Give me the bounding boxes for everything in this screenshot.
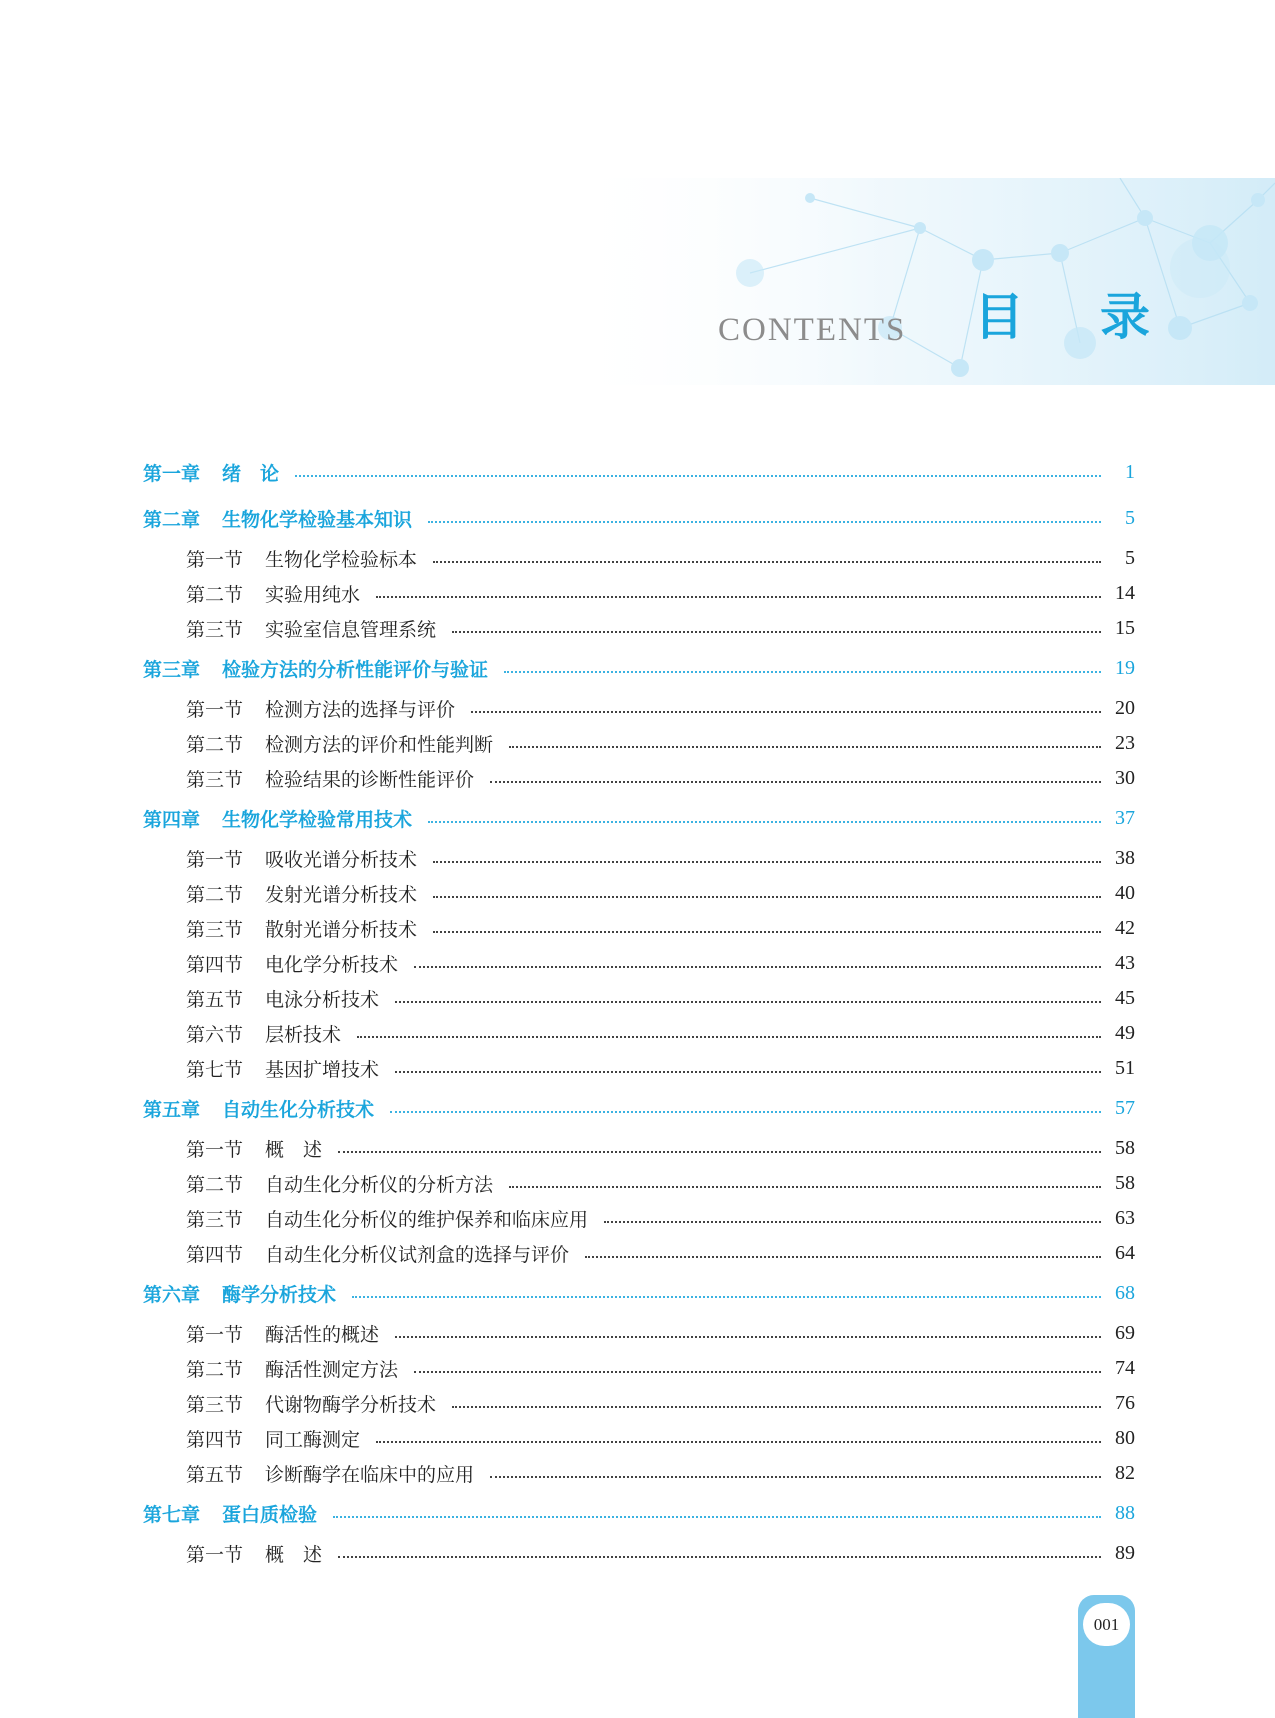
toc-chapter-row[interactable] bbox=[143, 1278, 1135, 1308]
toc-section-row[interactable] bbox=[186, 1388, 1135, 1418]
page-ref: 23 bbox=[1115, 731, 1135, 754]
chapter-title: 酶学分析技术 bbox=[222, 1283, 337, 1306]
toc-section-row[interactable] bbox=[186, 913, 1135, 943]
dot-leader bbox=[395, 1071, 1101, 1073]
section-title: 基因扩增技术 bbox=[265, 1058, 380, 1081]
toc-section-row[interactable] bbox=[186, 948, 1135, 978]
toc-chapter-row[interactable] bbox=[143, 653, 1135, 683]
dot-leader bbox=[433, 896, 1101, 898]
section-title: 酶活性测定方法 bbox=[265, 1358, 399, 1381]
dot-leader bbox=[338, 1151, 1101, 1153]
section-number: 第一节 bbox=[186, 1138, 244, 1161]
section-title: 自动生化分析仪试剂盒的选择与评价 bbox=[265, 1243, 570, 1266]
chapter-title: 自动生化分析技术 bbox=[222, 1098, 375, 1121]
section-number: 第七节 bbox=[186, 1058, 244, 1081]
dot-leader bbox=[414, 966, 1101, 968]
dot-leader bbox=[395, 1001, 1101, 1003]
toc-section-row[interactable] bbox=[186, 543, 1135, 573]
dot-leader bbox=[504, 671, 1101, 673]
dot-leader bbox=[376, 1441, 1101, 1443]
toc-section-row[interactable] bbox=[186, 1353, 1135, 1383]
dot-leader bbox=[376, 596, 1101, 598]
toc-chapter-row[interactable] bbox=[143, 803, 1135, 833]
dot-leader bbox=[333, 1516, 1101, 1518]
toc-section-row[interactable] bbox=[186, 1458, 1135, 1488]
toc-section-row[interactable] bbox=[186, 1203, 1135, 1233]
page-ref: 37 bbox=[1115, 806, 1135, 829]
section-title: 检测方法的评价和性能判断 bbox=[265, 733, 494, 756]
chapter-number: 第二章 bbox=[143, 508, 201, 531]
dot-leader bbox=[604, 1221, 1101, 1223]
dot-leader bbox=[585, 1256, 1101, 1258]
toc-section-row[interactable] bbox=[186, 1238, 1135, 1268]
toc-chapter-row[interactable] bbox=[143, 457, 1135, 487]
chapter-number: 第六章 bbox=[143, 1283, 201, 1306]
dot-leader bbox=[428, 821, 1101, 823]
toc-section-row[interactable] bbox=[186, 693, 1135, 723]
section-title: 自动生化分析仪的分析方法 bbox=[265, 1173, 494, 1196]
section-title: 实验室信息管理系统 bbox=[265, 618, 437, 641]
section-title: 同工酶测定 bbox=[265, 1428, 361, 1451]
section-number: 第一节 bbox=[186, 698, 244, 721]
chapter-title: 生物化学检验基本知识 bbox=[222, 508, 413, 531]
toc-section-row[interactable] bbox=[186, 843, 1135, 873]
page-ref: 40 bbox=[1115, 881, 1135, 904]
page-ref: 69 bbox=[1115, 1321, 1135, 1344]
dot-leader bbox=[433, 861, 1101, 863]
toc-section-row[interactable] bbox=[186, 1538, 1135, 1568]
page-ref: 88 bbox=[1115, 1501, 1135, 1524]
toc-section-row[interactable] bbox=[186, 878, 1135, 908]
page-ref: 43 bbox=[1115, 951, 1135, 974]
page-ref: 82 bbox=[1115, 1461, 1135, 1484]
section-title: 实验用纯水 bbox=[265, 583, 361, 606]
page-ref: 74 bbox=[1115, 1356, 1135, 1379]
page-ref: 45 bbox=[1115, 986, 1135, 1009]
toc-section-row[interactable] bbox=[186, 1168, 1135, 1198]
dot-leader bbox=[428, 521, 1101, 523]
chapter-title: 生物化学检验常用技术 bbox=[222, 808, 413, 831]
section-title: 生物化学检验标本 bbox=[265, 548, 418, 571]
page-ref: 58 bbox=[1115, 1136, 1135, 1159]
section-number: 第四节 bbox=[186, 1243, 244, 1266]
section-title: 层析技术 bbox=[265, 1023, 342, 1046]
dot-leader bbox=[295, 475, 1101, 477]
page-ref: 19 bbox=[1115, 656, 1135, 679]
toc-section-row[interactable] bbox=[186, 1053, 1135, 1083]
section-number: 第四节 bbox=[186, 953, 244, 976]
page-ref: 68 bbox=[1115, 1281, 1135, 1304]
page-ref: 64 bbox=[1115, 1241, 1135, 1264]
page-ref: 14 bbox=[1115, 581, 1135, 604]
section-number: 第三节 bbox=[186, 1208, 244, 1231]
page-ref: 58 bbox=[1115, 1171, 1135, 1194]
section-title: 代谢物酶学分析技术 bbox=[265, 1393, 437, 1416]
chapter-title: 绪 论 bbox=[222, 462, 280, 485]
dot-leader bbox=[471, 711, 1101, 713]
chapter-number: 第四章 bbox=[143, 808, 201, 831]
page-ref: 1 bbox=[1125, 460, 1135, 483]
section-number: 第二节 bbox=[186, 883, 244, 906]
toc-chapter-row[interactable] bbox=[143, 1093, 1135, 1123]
section-title: 检测方法的选择与评价 bbox=[265, 698, 456, 721]
page-number: 001 bbox=[1083, 1603, 1130, 1646]
page-ref: 51 bbox=[1115, 1056, 1135, 1079]
toc-section-row[interactable] bbox=[186, 613, 1135, 643]
page-ref: 76 bbox=[1115, 1391, 1135, 1414]
section-number: 第二节 bbox=[186, 1358, 244, 1381]
section-number: 第三节 bbox=[186, 1393, 244, 1416]
dot-leader bbox=[490, 781, 1101, 783]
dot-leader bbox=[395, 1336, 1101, 1338]
page-ref: 49 bbox=[1115, 1021, 1135, 1044]
section-title: 诊断酶学在临床中的应用 bbox=[265, 1463, 475, 1486]
toc-section-row[interactable] bbox=[186, 1133, 1135, 1163]
toc-chapter-row[interactable] bbox=[143, 1498, 1135, 1528]
section-number: 第三节 bbox=[186, 768, 244, 791]
chapter-number: 第七章 bbox=[143, 1503, 201, 1526]
section-number: 第三节 bbox=[186, 618, 244, 641]
toc-title-char-1: 目 bbox=[974, 288, 1024, 346]
page-ref: 5 bbox=[1125, 506, 1135, 529]
dot-leader bbox=[352, 1296, 1101, 1298]
section-title: 发射光谱分析技术 bbox=[265, 883, 418, 906]
dot-leader bbox=[338, 1556, 1101, 1558]
toc-section-row[interactable] bbox=[186, 1318, 1135, 1348]
section-number: 第六节 bbox=[186, 1023, 244, 1046]
section-title: 电化学分析技术 bbox=[265, 953, 399, 976]
section-number: 第一节 bbox=[186, 1323, 244, 1346]
chapter-number: 第五章 bbox=[143, 1098, 201, 1121]
dot-leader bbox=[390, 1111, 1101, 1113]
toc-title-char-2: 录 bbox=[1100, 288, 1150, 346]
page-ref: 57 bbox=[1115, 1096, 1135, 1119]
toc-section-row[interactable] bbox=[186, 1018, 1135, 1048]
toc-section-row[interactable] bbox=[186, 1423, 1135, 1453]
section-number: 第一节 bbox=[186, 548, 244, 571]
page-ref: 89 bbox=[1115, 1541, 1135, 1564]
toc-chapter-row[interactable] bbox=[143, 503, 1135, 533]
dot-leader bbox=[490, 1476, 1101, 1478]
section-title: 自动生化分析仪的维护保养和临床应用 bbox=[265, 1208, 589, 1231]
section-number: 第三节 bbox=[186, 918, 244, 941]
section-number: 第四节 bbox=[186, 1428, 244, 1451]
page-ref: 38 bbox=[1115, 846, 1135, 869]
section-title: 电泳分析技术 bbox=[265, 988, 380, 1011]
dot-leader bbox=[452, 1406, 1101, 1408]
section-number: 第一节 bbox=[186, 1543, 244, 1566]
section-number: 第五节 bbox=[186, 1463, 244, 1486]
dot-leader bbox=[357, 1036, 1101, 1038]
section-number: 第二节 bbox=[186, 583, 244, 606]
page-ref: 80 bbox=[1115, 1426, 1135, 1449]
chapter-title: 蛋白质检验 bbox=[222, 1503, 318, 1526]
section-title: 散射光谱分析技术 bbox=[265, 918, 418, 941]
dot-leader bbox=[433, 931, 1101, 933]
chapter-number: 第三章 bbox=[143, 658, 201, 681]
section-title: 概 述 bbox=[265, 1543, 323, 1566]
dot-leader bbox=[509, 1186, 1101, 1188]
page-ref: 5 bbox=[1125, 546, 1135, 569]
toc-section-row[interactable] bbox=[186, 763, 1135, 793]
section-title: 检验结果的诊断性能评价 bbox=[265, 768, 475, 791]
section-number: 第一节 bbox=[186, 848, 244, 871]
section-title: 概 述 bbox=[265, 1138, 323, 1161]
molecule-network-banner bbox=[560, 178, 1275, 385]
dot-leader bbox=[452, 631, 1101, 633]
page-ref: 42 bbox=[1115, 916, 1135, 939]
page-ref: 30 bbox=[1115, 766, 1135, 789]
chapter-number: 第一章 bbox=[143, 462, 201, 485]
contents-heading: CONTENTS bbox=[718, 312, 907, 348]
page-ref: 20 bbox=[1115, 696, 1135, 719]
toc-section-row[interactable] bbox=[186, 578, 1135, 608]
toc-section-row[interactable] bbox=[186, 728, 1135, 758]
section-title: 酶活性的概述 bbox=[265, 1323, 380, 1346]
section-title: 吸收光谱分析技术 bbox=[265, 848, 418, 871]
chapter-title: 检验方法的分析性能评价与验证 bbox=[222, 658, 489, 681]
dot-leader bbox=[414, 1371, 1101, 1373]
section-number: 第二节 bbox=[186, 733, 244, 756]
dot-leader bbox=[433, 561, 1101, 563]
section-number: 第二节 bbox=[186, 1173, 244, 1196]
dot-leader bbox=[509, 746, 1101, 748]
page-ref: 15 bbox=[1115, 616, 1135, 639]
toc-section-row[interactable] bbox=[186, 983, 1135, 1013]
page-ref: 63 bbox=[1115, 1206, 1135, 1229]
section-number: 第五节 bbox=[186, 988, 244, 1011]
